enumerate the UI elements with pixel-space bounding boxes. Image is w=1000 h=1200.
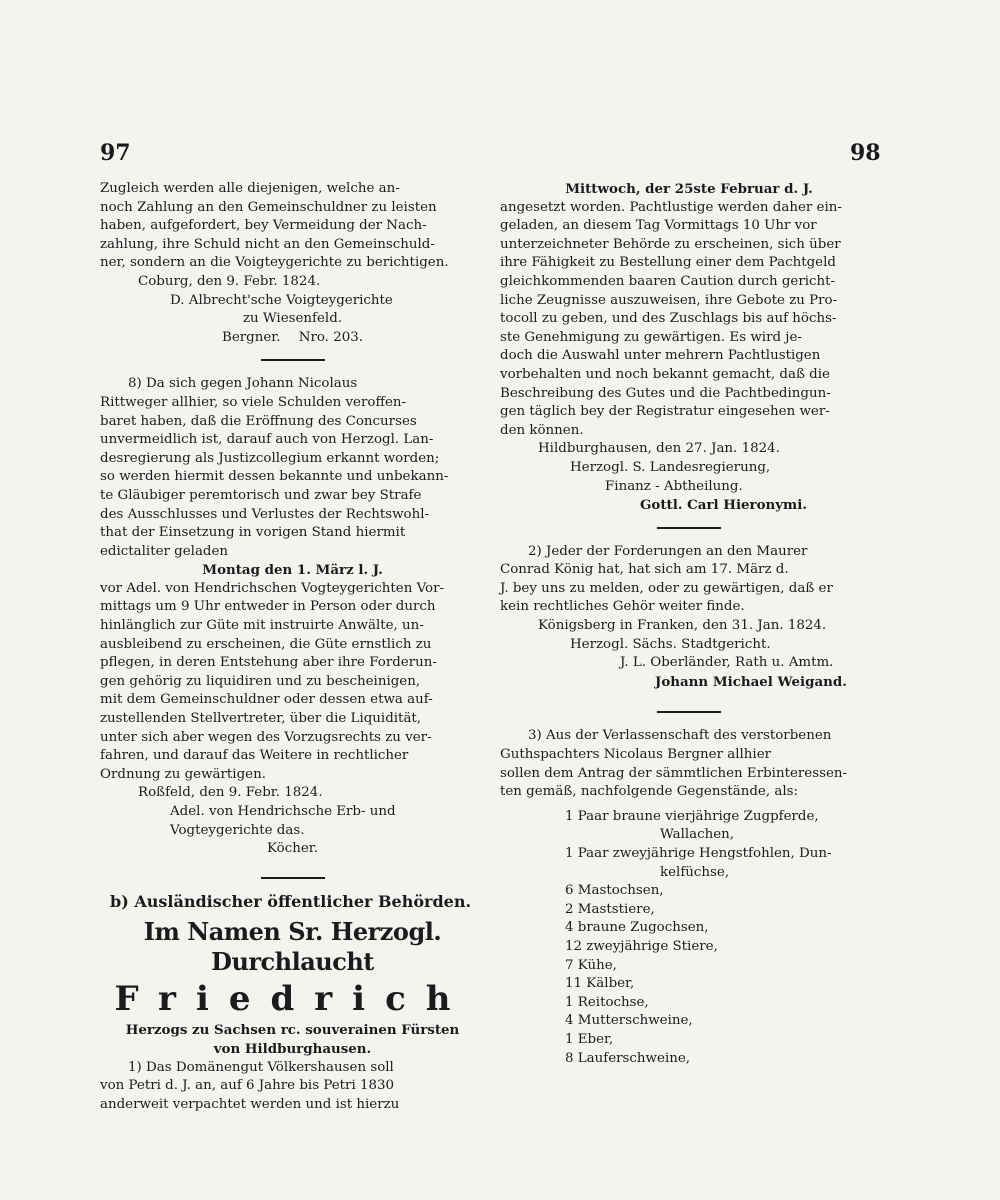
text-line: doch die Auswahl unter mehrern Pachtlustigen	[500, 348, 821, 364]
left-column	[100, 180, 485, 1114]
text-line: ner, sondern an die Voigteygerichte zu berichtigen.	[100, 255, 449, 271]
signer-name: Johann Michael Weigand.	[655, 673, 847, 690]
text-line: haben, aufgefordert, bey Vermeidung der Nach-	[100, 218, 427, 234]
list-item: 1 Reitochse,	[565, 994, 649, 1010]
signature-line	[100, 329, 485, 348]
regent-title: von Hildburghausen.	[213, 1040, 372, 1057]
list-item: 11 Kälber,	[565, 976, 635, 992]
text-line: unvermeidlich ist, darauf auch von Herzogl. Lan-	[100, 432, 434, 448]
text-line: zahlung, ihre Schuld nicht an den Gemeinschuld-	[100, 236, 435, 252]
text-line: kein rechtliches Gehör weiter finde.	[500, 599, 745, 615]
text-line: des Ausschlusses und Verlustes der Rechtswohl-	[100, 506, 430, 522]
authority-division: Finanz - Abtheilung.	[605, 478, 743, 494]
text-line: Ordnung zu gewärtigen.	[100, 766, 266, 782]
text-line: hinlänglich zur Güte mit instruirte Anwälte, un-	[100, 618, 424, 634]
text-line: ihre Fähigkeit zu Bestellung einer dem Pachtgeld	[500, 255, 836, 271]
divider-rule	[657, 711, 721, 713]
place-date: Hildburghausen, den 27. Jan. 1824.	[538, 441, 780, 457]
text-line: gleichkommenden baaren Caution durch gericht-	[500, 273, 836, 289]
text-line: den können.	[500, 422, 584, 438]
text-line: vorbehalten und noch bekannt gemacht, daß die	[500, 366, 830, 382]
text-line: Guthspachters Nicolaus Bergner allhier	[500, 747, 772, 763]
text-line: Rittweger allhier, so viele Schulden veroffen-	[100, 394, 407, 410]
notice-8	[100, 375, 485, 858]
signer-name: Gottl. Carl Hieronymi.	[640, 497, 807, 514]
notice-1	[100, 1059, 485, 1115]
court-name: Herzogl. Sächs. Stadtgericht.	[570, 636, 771, 652]
signer-name: Bergner.	[221, 329, 281, 345]
text-line: unter sich aber wegen des Vorzugsrechts zu ver-	[100, 729, 432, 745]
list-item-continuation: Wallachen,	[660, 827, 735, 843]
notice-intro	[100, 180, 485, 347]
place-date: Roßfeld, den 9. Febr. 1824.	[138, 785, 323, 801]
text-line: liche Zeugnisse auszuweisen, ihre Gebote zu Pro-	[500, 292, 838, 308]
list-item: 1 Paar braune vierjährige Zugpferde,	[565, 808, 819, 824]
court-name: Adel. von Hendrichsche Erb- und	[170, 804, 396, 819]
section-heading: b) Ausländischer öffentlicher Behörden.	[110, 891, 472, 911]
notice-2	[500, 543, 878, 692]
text-line: 3) Aus der Verlassenschaft des verstorbenen	[528, 728, 832, 744]
divider-rule	[261, 877, 325, 879]
text-line: ste Genehmigung zu gewärtigen. Es wird je-	[500, 329, 802, 345]
right-column	[500, 180, 878, 1068]
text-line: Zugleich werden alle diejenigen, welche an-	[100, 181, 400, 196]
page-number-left: 97	[100, 140, 131, 166]
signer-name: Köcher.	[267, 841, 318, 857]
text-line: edictaliter geladen	[100, 543, 229, 559]
text-line: Beschreibung des Gutes und die Pachtbedingun-	[500, 385, 831, 401]
list-item-continuation: kelfüchse,	[660, 864, 730, 880]
divider-rule	[657, 527, 721, 529]
text-line: Conrad König hat, hat sich am 17. März d.	[500, 562, 789, 578]
text-line: 8) Da sich gegen Johann Nicolaus	[128, 376, 358, 392]
text-line: desregierung als Justizcollegium erkannt worden;	[100, 450, 440, 466]
text-line: sollen dem Antrag der sämmtlichen Erbinteressen-	[500, 765, 848, 781]
regent-name: Friedrich	[114, 979, 471, 1020]
text-line: 2) Jeder der Forderungen an den Maurer	[528, 543, 808, 559]
inventory-list	[500, 808, 878, 1068]
text-line: that der Einsetzung in vorigen Stand hiermit	[100, 525, 406, 541]
list-item: 8 Lauferschweine,	[565, 1050, 691, 1066]
signer-name: J. L. Oberländer, Rath u. Amtm.	[620, 655, 834, 671]
text-line: zustellenden Stellvertreter, über die Liquidität,	[100, 711, 422, 727]
text-line: anderweit verpachtet werden und ist hierzu	[100, 1096, 400, 1112]
text-line: J. bey uns zu melden, oder zu gewärtigen, daß er	[500, 580, 833, 596]
text-line: von Petri d. J. an, auf 6 Jahre bis Petri 1830	[100, 1078, 395, 1094]
text-line: mit dem Gemeinschuldner oder dessen etwa auf-	[100, 692, 433, 708]
list-item: 12 zweyjährige Stiere,	[565, 938, 718, 954]
text-line: pflegen, in deren Entstehung aber ihre Forderun-	[100, 655, 437, 671]
list-item: 6 Mastochsen,	[565, 883, 664, 899]
place-date: Königsberg in Franken, den 31. Jan. 1824.	[538, 618, 827, 634]
court-name: D. Albrecht'sche Voigteygerichte	[170, 292, 393, 308]
text-line: ausbleibend zu erscheinen, die Güte ernstlich zu	[100, 636, 432, 652]
date-line: Mittwoch, der 25ste Februar d. J.	[565, 181, 813, 197]
date-line: Montag den 1. März l. J.	[202, 562, 383, 579]
authority-name: Herzogl. S. Landesregierung,	[570, 459, 771, 475]
text-line: so werden hiermit dessen bekannte und unbekann-	[100, 469, 449, 485]
text-line: angesetzt worden. Pachtlustige werden daher ein-	[500, 199, 842, 215]
list-item: 1 Paar zweyjährige Hengstfohlen, Dun-	[565, 846, 832, 861]
text-line: baret haben, daß die Eröffnung des Concurses	[100, 413, 417, 429]
text-line: vor Adel. von Hendrichschen Vogteygerichten Vor-	[100, 580, 445, 596]
text-line: ten gemäß, nachfolgende Gegenstände, als:	[500, 784, 798, 800]
text-line: mittags um 9 Uhr entweder in Person oder durch	[100, 599, 436, 615]
text-line: te Gläubiger peremtorisch und zwar bey Strafe	[100, 487, 422, 503]
notice-number: Nro. 203.	[298, 329, 364, 345]
list-item: 7 Kühe,	[565, 957, 617, 973]
notice-3	[500, 727, 878, 801]
text-line: unterzeichneter Behörde zu erscheinen, sich über	[500, 236, 841, 252]
text-line: tocoll zu geben, und des Zuschlags bis auf höchs-	[500, 311, 837, 327]
decree-heading: Im Namen Sr. Herzogl. Durchlaucht	[143, 917, 442, 977]
text-line: 1) Das Domänengut Völkershausen soll	[128, 1059, 394, 1075]
text-line: gen gehörig zu liquidiren und zu bescheinigen,	[100, 673, 421, 689]
regent-title: Herzogs zu Sachsen rc. souverainen Fürsten	[125, 1022, 460, 1039]
text-line: noch Zahlung an den Gemeinschuldner zu leisten	[100, 199, 437, 215]
text-line: gen täglich bey der Registratur eingesehen wer-	[500, 404, 830, 420]
divider-rule	[261, 359, 325, 361]
court-location: zu Wiesenfeld.	[242, 311, 343, 327]
list-item: 1 Eber,	[565, 1031, 614, 1047]
list-item: 4 braune Zugochsen,	[565, 920, 709, 936]
list-item: 4 Mutterschweine,	[565, 1013, 693, 1029]
notice-1-continued	[500, 180, 878, 515]
text-line: geladen, an diesem Tag Vormittags 10 Uhr vor	[500, 218, 817, 234]
court-location: Vogteygerichte das.	[170, 822, 305, 838]
page-number-right: 98	[850, 140, 881, 166]
list-item: 2 Maststiere,	[565, 901, 655, 917]
text-line: fahren, und darauf das Weitere in rechtlicher	[100, 748, 409, 764]
place-date: Coburg, den 9. Febr. 1824.	[138, 273, 321, 289]
